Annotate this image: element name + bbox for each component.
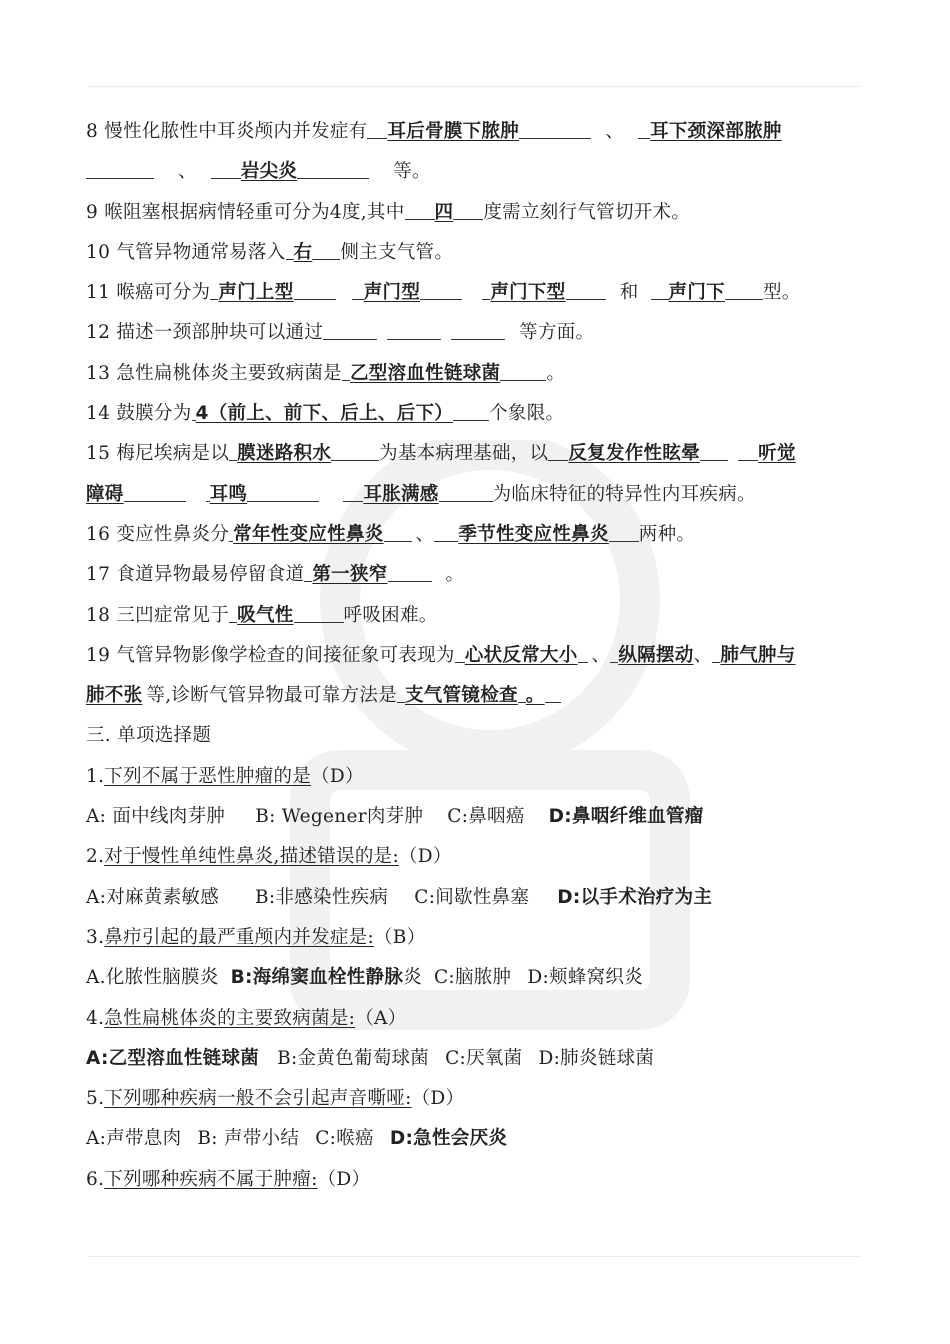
question-8-line2 [86,152,870,192]
option-a: A:对麻黄素敏感 [86,886,219,908]
answer-blank: 肺气肿与 [720,644,796,666]
section-heading [86,716,870,756]
question-number: 15 [86,443,111,465]
answer-blank: 肺不张 [86,685,143,707]
question-number: 11 [86,282,111,304]
answer-blank: 吸气性 [237,604,294,626]
answer-blank: 支气管镜检查 [405,685,518,707]
mcq-1-options [86,797,870,837]
answer-blank: 耳鸣 [209,483,248,505]
question-16 [86,515,870,555]
question-17 [86,555,870,595]
question-13 [86,354,870,394]
option-c: C:喉癌 [315,1128,374,1150]
question-text: 呼吸困难。 [343,604,438,626]
question-19-line1 [86,636,870,676]
question-8-line1 [86,112,870,152]
answer-blank: 听觉 [758,443,796,465]
question-text: 型。 [762,282,801,304]
question-text: 度需立刻行气管切开术。 [483,201,691,223]
question-text: 两种。 [638,523,696,545]
mcq-5-stem [86,1079,870,1119]
option-c: C:间歇性鼻塞 [414,886,530,908]
mcq-4-options [86,1039,870,1079]
question-text: 个象限。 [489,403,565,425]
mcq-4-stem [86,999,870,1039]
mcq-number: 6. [86,1168,105,1190]
mcq-answer: （D） [411,1088,465,1110]
question-10 [86,233,870,273]
separator: 、 [591,644,611,666]
option-d: D:以手术治疗为主 [557,886,713,908]
option-d: D:急性会厌炎 [389,1128,508,1150]
mcq-stem: 对于慢性单纯性鼻炎,描述错误的是: [104,846,399,868]
mcq-5-options [86,1119,870,1159]
mcq-stem: 下列哪种疾病不属于肿瘤: [104,1168,318,1190]
option-a: A.化脓性脑膜炎 [86,967,219,989]
mcq-answer: （B） [374,926,426,948]
answer-blank: 四 [434,201,454,223]
question-18 [86,596,870,636]
answer-blank: 岩尖炎 [240,161,298,183]
answer-blank: 反复发作性眩晕 [568,443,700,465]
option-b: B:海绵窦血栓性静脉 [230,967,404,989]
mcq-stem: 急性扁桃体炎的主要致病菌是: [104,1007,356,1029]
question-text: 梅尼埃病是以 [116,443,230,465]
mcq-number: 5. [86,1088,105,1110]
separator: 、 [415,523,435,545]
section-title: 三. 单项选择题 [86,725,212,747]
option-d: D:颊蜂窝织炎 [527,967,644,989]
option-b: B: 声带小结 [197,1128,300,1150]
question-19-line2 [86,676,870,716]
mcq-2-options [86,878,870,918]
question-text: 为临床特征的特异性内耳疾病。 [492,483,756,505]
question-number: 18 [86,604,111,626]
mcq-number: 4. [86,1007,105,1029]
question-text: 气管异物影像学检查的间接征象可表现为 [116,644,455,666]
answer-blank: 耳下颈深部脓肿 [650,121,782,142]
option-b: B:非感染性疾病 [255,886,389,908]
question-text: 等,诊断气管异物最可靠方法是 [146,685,397,707]
answer-blank: 右 [293,241,313,263]
mcq-answer: （D） [311,765,364,787]
question-number: 13 [86,362,111,384]
mcq-answer: （A） [355,1007,407,1029]
question-number: 14 [86,403,111,425]
option-d: D:肺炎链球菌 [538,1047,655,1069]
answer-blank: 4（前上、前下、后上、后下） [195,403,454,425]
answer-blank: 声门型 [363,282,421,304]
answer-blank: 障碍 [86,483,124,505]
mcq-1-stem [86,757,870,797]
answer-blank: 纵隔摆动 [618,644,694,666]
question-text: 等方面。 [519,322,595,344]
mcq-6-stem [86,1160,870,1200]
question-12 [86,313,870,353]
question-14 [86,394,870,434]
answer-blank: 耳后骨膜下脓肿 [387,121,520,142]
answer-blank: 声门下型 [490,282,566,304]
question-text: 。 [546,362,566,384]
question-15-line1 [86,434,870,474]
question-text: 三凹症常见于 [116,604,230,626]
question-number: 12 [86,322,111,344]
question-text: 喉阻塞根据病情轻重可分为4度,其中 [104,201,405,223]
mcq-number: 3. [86,926,105,948]
answer-blank: 。 [525,685,545,707]
mcq-3-options [86,958,870,998]
question-text: 和 [619,282,639,304]
question-11 [86,273,870,313]
answer-blank: 声门上型 [218,282,294,304]
answer-blank: 膜迷路积水 [237,443,332,465]
option-b: B:金黄色葡萄球菌 [277,1047,430,1069]
separator: 、 [605,121,625,142]
question-text: 急性扁桃体炎主要致病菌是 [116,362,342,384]
question-text: 为基本病理基础，以 [379,443,549,465]
mcq-3-stem [86,918,870,958]
mcq-stem: 下列不属于恶性肿瘤的是 [104,765,312,787]
question-number: 17 [86,564,111,586]
option-c: C:厌氧菌 [445,1047,523,1069]
separator: 、 [693,644,713,666]
footer-rule [88,1256,862,1257]
question-text: 鼓膜分为 [116,403,192,425]
question-text: 侧主支气管。 [340,241,454,263]
option-a: A: 面中线肉芽肿 [86,806,226,828]
option-a: A:声带息肉 [86,1128,182,1150]
question-text: 慢性化脓性中耳炎颅内并发症有 [104,121,368,142]
answer-blank: 季节性变应性鼻炎 [458,523,609,545]
answer-blank: 第一狭窄 [312,564,388,586]
question-text: 。 [445,564,465,586]
document-page [86,112,870,1200]
answer-blank: 声门下 [668,282,725,304]
question-text: 喉癌可分为 [116,282,211,304]
mcq-stem: 鼻疖引起的最严重颅内并发症是: [104,926,374,948]
answer-blank: 心状反常大小 [464,644,578,666]
question-text: 描述一颈部肿块可以通过 [116,322,324,344]
header-rule [88,86,862,87]
question-number: 9 [86,201,99,223]
mcq-answer: （D） [398,846,452,868]
mcq-number: 1. [86,765,105,787]
question-9 [86,193,870,233]
question-number: 8 [86,121,99,142]
question-15-line2 [86,475,870,515]
answer-blank: 常年性变应性鼻炎 [233,523,384,545]
question-text: 气管异物通常易落入 [116,241,286,263]
mcq-number: 2. [86,846,105,868]
option-d: D:鼻咽纤维血管瘤 [548,806,704,828]
separator: 、 [178,161,197,183]
question-number: 10 [86,241,111,263]
question-text: 变应性鼻炎分 [116,523,230,545]
question-number: 19 [86,644,111,666]
option-c: C:脑脓肿 [433,967,512,989]
mcq-2-stem [86,837,870,877]
question-text: 食道异物最易停留食道 [116,564,305,586]
mcq-answer: （D） [317,1168,371,1190]
answer-blank: 耳胀满感 [363,483,439,505]
option-c: C:鼻咽癌 [447,806,525,828]
option-b-suffix: 炎 [403,967,422,989]
option-b: B: Wegener肉芽肿 [255,806,424,828]
answer-blank: 乙型溶血性链球菌 [349,362,501,384]
question-number: 16 [86,523,111,545]
question-text: 等。 [393,161,431,183]
mcq-stem: 下列哪种疾病一般不会引起声音嘶哑: [104,1088,412,1110]
option-a: A:乙型溶血性链球菌 [86,1047,260,1069]
